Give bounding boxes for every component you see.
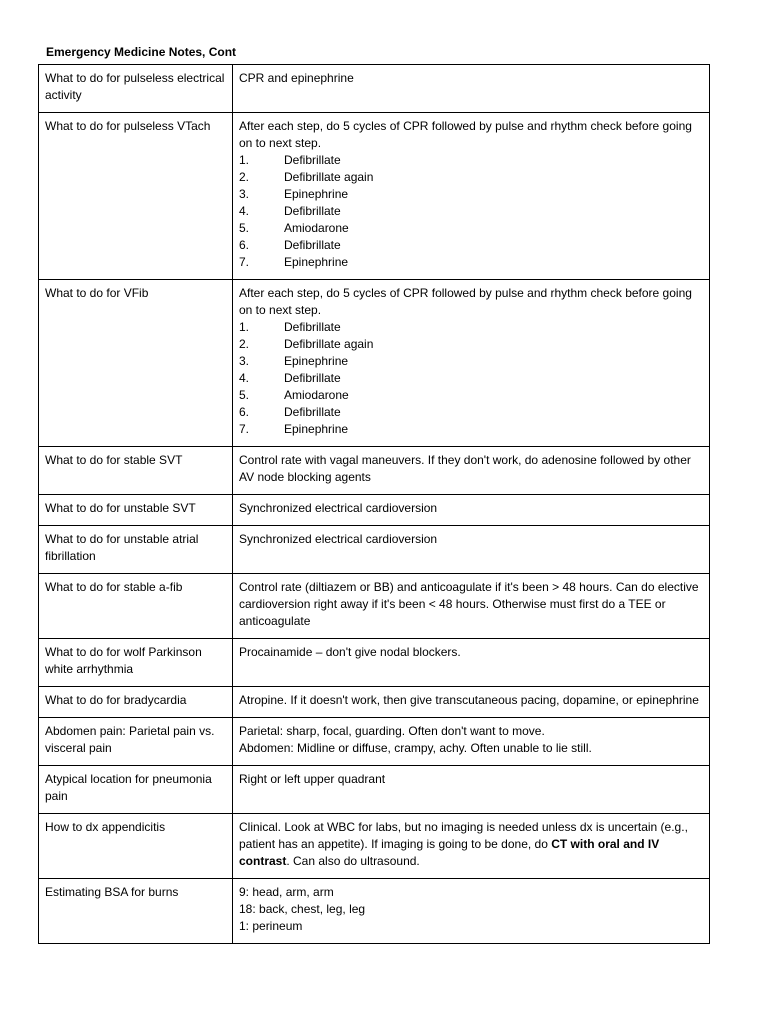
step-number: 5.: [239, 221, 250, 235]
list-item: [239, 319, 703, 336]
answer-intro: After each step, do 5 cycles of CPR followed by pulse and rhythm check before going on to next step.: [239, 119, 692, 150]
answer-text: . Can also do ultrasound.: [286, 854, 420, 868]
step-number: 5.: [239, 388, 250, 402]
question-cell: What to do for stable a-fib: [39, 574, 233, 639]
question-cell: What to do for pulseless electrical activity: [39, 65, 233, 113]
step-list: [239, 319, 703, 438]
table-row: [39, 718, 710, 766]
table-row: [39, 814, 710, 879]
step-number: 2.: [239, 337, 250, 351]
answer-cell: Control rate with vagal maneuvers. If they don't work, do adenosine followed by other AV node blocking agents: [233, 447, 710, 495]
step-text: Defibrillate: [284, 405, 341, 419]
answer-cell: Synchronized electrical cardioversion: [233, 526, 710, 574]
question-cell: What to do for bradycardia: [39, 687, 233, 718]
answer-cell: Synchronized electrical cardioversion: [233, 495, 710, 526]
table-row: [39, 639, 710, 687]
step-number: 3.: [239, 187, 250, 201]
list-item: [239, 186, 703, 203]
question-cell: What to do for pulseless VTach: [39, 113, 233, 280]
step-text: Amiodarone: [284, 221, 349, 235]
table-row: [39, 687, 710, 718]
question-cell: What to do for stable SVT: [39, 447, 233, 495]
step-number: 2.: [239, 170, 250, 184]
answer-cell: Control rate (diltiazem or BB) and anticoagulate if it's been > 48 hours. Can do elective cardioversion right away if it's been < 48 hours. Otherwise must first do a TEE or anticoagulate: [233, 574, 710, 639]
step-text: Amiodarone: [284, 388, 349, 402]
step-text: Defibrillate: [284, 320, 341, 334]
answer-cell: [233, 718, 710, 766]
answer-cell: CPR and epinephrine: [233, 65, 710, 113]
answer-emphasis: CT with oral and IV contrast: [239, 837, 660, 868]
answer-cell: [233, 879, 710, 944]
answer-cell: [233, 113, 710, 280]
list-item: [239, 203, 703, 220]
answer-line: Parietal: sharp, focal, guarding. Often don't want to move.: [239, 724, 545, 738]
table-row: [39, 447, 710, 495]
question-cell: What to do for VFib: [39, 280, 233, 447]
step-number: 7.: [239, 255, 250, 269]
notes-table: [38, 64, 710, 944]
answer-cell: Right or left upper quadrant: [233, 766, 710, 814]
answer-intro: After each step, do 5 cycles of CPR followed by pulse and rhythm check before going on to next step.: [239, 286, 692, 317]
answer-line: 1: perineum: [239, 919, 303, 933]
table-row: [39, 113, 710, 280]
step-number: 4.: [239, 204, 250, 218]
table-row: [39, 280, 710, 447]
step-number: 3.: [239, 354, 250, 368]
step-text: Defibrillate: [284, 238, 341, 252]
question-cell: What to do for unstable SVT: [39, 495, 233, 526]
answer-cell: [233, 814, 710, 879]
step-list: [239, 152, 703, 271]
list-item: [239, 220, 703, 237]
answer-cell: Atropine. If it doesn't work, then give transcutaneous pacing, dopamine, or epinephrine: [233, 687, 710, 718]
step-text: Defibrillate: [284, 204, 341, 218]
list-item: [239, 152, 703, 169]
list-item: [239, 353, 703, 370]
list-item: [239, 387, 703, 404]
question-cell: Abdomen pain: Parietal pain vs. visceral pain: [39, 718, 233, 766]
question-cell: Estimating BSA for burns: [39, 879, 233, 944]
question-cell: How to dx appendicitis: [39, 814, 233, 879]
question-cell: Atypical location for pneumonia pain: [39, 766, 233, 814]
page-title: Emergency Medicine Notes, Cont: [46, 45, 237, 59]
answer-line: 9: head, arm, arm: [239, 885, 334, 899]
step-text: Epinephrine: [284, 422, 349, 436]
table-row: [39, 766, 710, 814]
step-text: Defibrillate again: [284, 337, 374, 351]
step-text: Defibrillate again: [284, 170, 374, 184]
table-row: [39, 879, 710, 944]
step-text: Defibrillate: [284, 153, 341, 167]
step-number: 4.: [239, 371, 250, 385]
list-item: [239, 169, 703, 186]
list-item: [239, 336, 703, 353]
step-number: 1.: [239, 153, 250, 167]
answer-line: 18: back, chest, leg, leg: [239, 902, 366, 916]
step-number: 7.: [239, 422, 250, 436]
answer-cell: Procainamide – don't give nodal blockers.: [233, 639, 710, 687]
answer-line: Abdomen: Midline or diffuse, crampy, achy. Often unable to lie still.: [239, 741, 592, 755]
step-number: 6.: [239, 238, 250, 252]
table-row: [39, 65, 710, 113]
list-item: [239, 421, 703, 438]
answer-cell: [233, 280, 710, 447]
step-number: 6.: [239, 405, 250, 419]
table-row: [39, 526, 710, 574]
list-item: [239, 254, 703, 271]
step-text: Epinephrine: [284, 354, 349, 368]
question-cell: What to do for unstable atrial fibrillation: [39, 526, 233, 574]
table-row: [39, 574, 710, 639]
list-item: [239, 404, 703, 421]
list-item: [239, 370, 703, 387]
step-text: Epinephrine: [284, 187, 349, 201]
step-number: 1.: [239, 320, 250, 334]
table-row: [39, 495, 710, 526]
answer-text: Clinical. Look at WBC for labs, but no imaging is needed unless dx is uncertain (e.g., patient has an appetite). If imaging is going to be done, do: [239, 820, 688, 851]
question-cell: What to do for wolf Parkinson white arrhythmia: [39, 639, 233, 687]
step-text: Epinephrine: [284, 255, 349, 269]
step-text: Defibrillate: [284, 371, 341, 385]
list-item: [239, 237, 703, 254]
